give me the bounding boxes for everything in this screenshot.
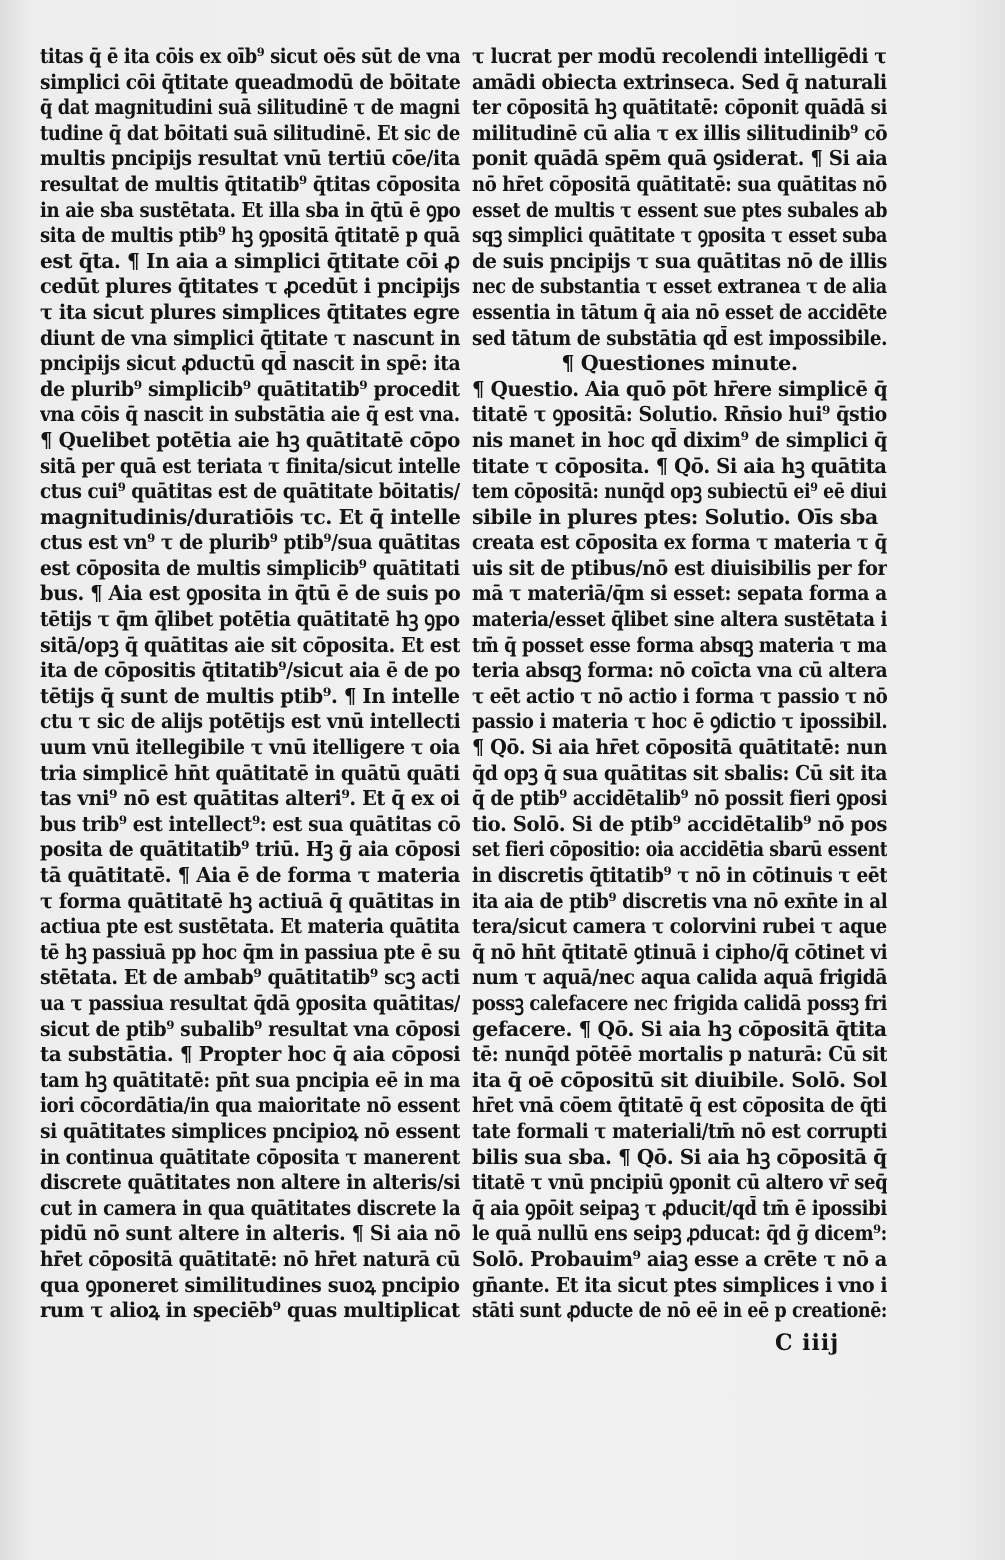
text-line: tas vni⁹ nō est quātitas alteri⁹. Et q̄ ex oi [40,786,460,811]
text-line: le quā nullū ens seipꝫ ꝓducat: q̄d ḡ dicem⁹: [472,1221,887,1246]
text-line: ta substātia. ¶ Propter hoc q̄ aia cōposi [40,1042,460,1067]
text-line: ctus cui⁹ quātitas est de quātitate bōitatis/ [40,479,460,504]
text-line: ¶ Questiones minute. [561,351,798,376]
text-line: cut in camera in qua quātitates discrete la [40,1195,460,1220]
text-line: simplici cōi q̄titate queadmodū de bōitate [40,69,460,94]
text-line: bilis sua sba. ¶ Qō. Si aia hꝫ cōpositā q̄ [472,1144,887,1169]
text-line: pidū nō sunt altere in alteris. ¶ Si aia nō [40,1221,460,1246]
text-line: gn̄ante. Et ita sicut ptes simplices i vno i [472,1272,887,1297]
text-line: magnitudinis/duratiōis τc. Et q̄ intelle [40,504,460,529]
text-line: tera/sicut camera τ colorvini rubei τ aque [472,914,887,939]
text-line: Solō. Probauim⁹ aiaꝫ esse a crēte τ nō a [472,1246,887,1271]
text-line: iori cōcordātia/in qua maioritate nō essent [40,1093,460,1118]
text-line: possꝫ calefacere nec frigida calidā possꝫ fri [472,990,887,1015]
text-line: bus. ¶ Aia est ꝯposita in q̄tū ē de suis po [40,581,460,606]
text-line: militudinē cū alia τ ex illis silitudinib⁹ cō [472,120,887,145]
text-line: uum vnū itellegibile τ vnū itelligere τ oia [40,735,460,760]
text-line: tem cōpositā: nunq̄d opꝫ subiectū ei⁹ eē diui [472,479,887,504]
text-line: multis pncipijs resultat vnū tertiū cōe/ita [40,146,460,171]
text-line: esset de multis τ essent sue ptes subales ab [472,197,887,222]
text-line: tudine q̄ dat bōitati suā silitudinē. Et sic de [40,120,460,145]
text-line: in aie sba sustētata. Et illa sba in q̄tū ē ꝯpo [40,197,460,222]
text-line: sqꝫ simplici quātitate τ ꝯposita τ esset suba [472,223,887,248]
text-line: qua ꝯponeret similitudines suoꝝ pncipio [40,1272,460,1297]
text-line: tria simplicē hn̄t quātitatē in quātū quāti [40,760,460,785]
text-line: teria absqꝫ forma: nō coīcta vna cū altera [472,658,887,683]
text-line: q̄ aia ꝯpōit seipaꝫ τ ꝓducit/qd̄ tm̄ ē ipossibi [472,1195,887,1220]
text-line: pncipijs sicut ꝓductū qd̄ nascit in spē: ita [40,351,460,376]
text-line: sitā/opꝫ q̄ quātitas aie sit cōposita. Et est [40,632,460,657]
text-line: τ lucrat per modū recolendi intelligēdi τ [472,44,887,68]
text-line: titatē τ vnū pncipiū ꝯponit cū altero vr̄ seq̄ [472,1170,887,1195]
text-line: ctu τ sic de alijs potētijs est vnū intellecti [40,709,460,734]
text-line: tate formali τ materiali/tm̄ nō est corrupti [472,1118,887,1143]
text-line: sed tātum de substātia qd̄ est impossibile. [472,325,887,350]
signature-mark: C iiij [775,1330,840,1356]
text-line: est q̄ta. ¶ In aia a simplici q̄titate cōi ꝓ [40,248,460,273]
text-line: hr̄et vnā cōem q̄titatē q̄ est cōposita de q̄ti [472,1093,887,1118]
text-line: sita de multis ptib⁹ hꝫ ꝯpositā q̄titatē p quā [40,223,460,248]
text-line: ctus est vn⁹ τ de plurib⁹ ptib⁹/sua quātitas [40,530,460,555]
text-line: essentia in tātum q̄ aia nō esset de accidēte [472,299,887,324]
text-line: materia/esset q̄libet sine altera sustētata i [472,607,887,632]
text-line: set fieri cōpositio: oia accidētia sbarū essent [472,837,887,862]
text-line: q̄ de ptib⁹ accidētalib⁹ nō possit fieri ꝯposi [472,786,887,811]
text-line: nō hr̄et cōpositā quātitatē: sua quātitas nō [472,171,887,196]
text-line: ¶ Quelibet potētia aie hꝫ quātitatē cōpo [40,427,460,452]
text-line: uis sit de ptibus/nō est diuisibilis per for [472,555,887,580]
text-line: ita aia de ptib⁹ discretis vna nō exn̄te in al [472,888,887,913]
text-line: ¶ Questio. Aia quō pōt hr̄ere simplicē q̄ [472,376,887,401]
text-line: titatē τ ꝯpositā: Solutio. Rn̄sio hui⁹ q̄stio [472,402,887,427]
text-line: cedūt plures q̄titates τ ꝓcedūt i pncipijs [40,274,460,299]
left-text-column [40,44,460,1324]
text-line: mā τ materiā/q̄m si esset: sepata forma a [472,581,887,606]
text-line: amādi obiecta extrinseca. Sed q̄ naturali [472,69,887,94]
text-line: gefacere. ¶ Qō. Si aia hꝫ cōpositā q̄tita [472,1016,887,1041]
text-line: rum τ alioꝝ in speciēb⁹ quas multiplicat [40,1298,460,1323]
text-line: τ ita sicut plures simplices q̄titates egre [40,299,460,324]
text-line: tm̄ q̄ posset esse forma absqꝫ materia τ ma [472,632,887,657]
text-line: in discretis q̄titatib⁹ τ nō in cōtinuis τ eēt [472,863,887,887]
text-line: stāti sunt ꝓducte de nō eē in eē p creationē: [472,1298,887,1323]
text-line: nec de substantia τ esset extranea τ de alia [472,274,887,299]
text-line: tētijs q̄ sunt de multis ptib⁹. ¶ In intelle [40,683,460,708]
text-line: actiua pte est sustētata. Et materia quātita [40,914,460,939]
text-line: de suis pncipijs τ sua quātitas nō de illis [472,248,887,273]
text-line: ponit quādā spēm quā ꝯsiderat. ¶ Si aia [472,146,887,171]
text-line: titate τ cōposita. ¶ Qō. Si aia hꝫ quātita [472,453,887,478]
text-line: hr̄et cōpositā quātitatē: nō hr̄et naturā cū [40,1246,460,1271]
text-line: ¶ Qō. Si aia hr̄et cōpositā quātitatē: nun [472,735,887,760]
text-line: si quātitates simplices pncipioꝝ nō essent [40,1118,460,1143]
text-line: tētijs τ q̄m q̄libet potētia quātitatē hꝫ ꝯpo [40,607,460,632]
text-line: ita de cōpositis q̄titatib⁹/sicut aia ē de po [40,658,460,683]
text-line: nis manet in hoc qd̄ dixim⁹ de simplici q̄ [472,427,887,452]
text-line: creata est cōposita ex forma τ materia τ q̄ [472,530,887,555]
text-line: τ eēt actio τ nō actio i forma τ passio τ nō [472,683,887,708]
text-line: tam hꝫ quātitatē: pn̄t sua pncipia eē in ma [40,1067,460,1092]
text-line: stētata. Et de ambab⁹ quātitatib⁹ scꝫ acti [40,965,460,990]
text-line: tā quātitatē. ¶ Aia ē de forma τ materia [40,863,460,887]
text-line: passio i materia τ hoc ē ꝯdictio τ ipossibil. [472,709,887,734]
text-line: τ forma quātitatē hꝫ actiuā q̄ quātitas in [40,888,460,913]
text-line: sicut de ptib⁹ subalib⁹ resultat vna cōposi [40,1016,460,1041]
text-line: q̄ dat magnitudini suā silitudinē τ de magni [40,95,460,120]
text-line: de plurib⁹ simplicib⁹ quātitatib⁹ procedit [40,376,460,401]
text-line: q̄ nō hn̄t q̄titatē ꝯtinuā i cipho/q̄ cōtinet vi [472,939,887,964]
text-line: num τ aquā/nec aqua calida aquā frigidā [472,965,887,990]
text-line: posita de quātitatib⁹ triū. Hꝫ ḡ aia cōposi [40,837,460,862]
text-line: in continua quātitate cōposita τ manerent [40,1144,460,1169]
text-line: discrete quātitates non altere in alteris/si [40,1170,460,1195]
text-line: resultat de multis q̄titatib⁹ q̄titas cōposita [40,171,460,196]
text-line: sibile in plures ptes: Solutio. Oīs sba [472,504,878,529]
text-line: titas q̄ ē ita cōis ex oīb⁹ sicut oēs sūt de vna [40,44,460,68]
text-line: vna cōis q̄ nascit in substātia aie q̄ est vna. [40,402,460,427]
text-line: bus trib⁹ est intellect⁹: est sua quātitas cō [40,811,460,836]
text-line: tio. Solō. Si de ptib⁹ accidētalib⁹ nō pos [472,811,887,836]
text-line: ter cōpositā hꝫ quātitatē: cōponit quādā si [472,95,887,120]
text-line: sitā per quā est teriata τ finita/sicut intelle [40,453,460,478]
text-line: est cōposita de multis simplicib⁹ quātitati [40,555,460,580]
text-line: tē: nunq̄d pōtēē mortalis p naturā: Cū sit [472,1042,887,1067]
text-line: ua τ passiua resultat q̄dā ꝯposita quātitas/ [40,990,460,1015]
text-line: ita q̄ oē cōpositū sit diuibile. Solō. Sol [472,1067,887,1092]
text-line: tē hꝫ passiuā pp hoc q̄m in passiua pte ē su [40,939,460,964]
text-line: q̄d opꝫ q̄ sua quātitas sit sbalis: Cū sit ita [472,760,887,785]
right-text-column [472,44,887,1324]
text-line: diunt de vna simplici q̄titate τ nascunt in [40,325,460,350]
